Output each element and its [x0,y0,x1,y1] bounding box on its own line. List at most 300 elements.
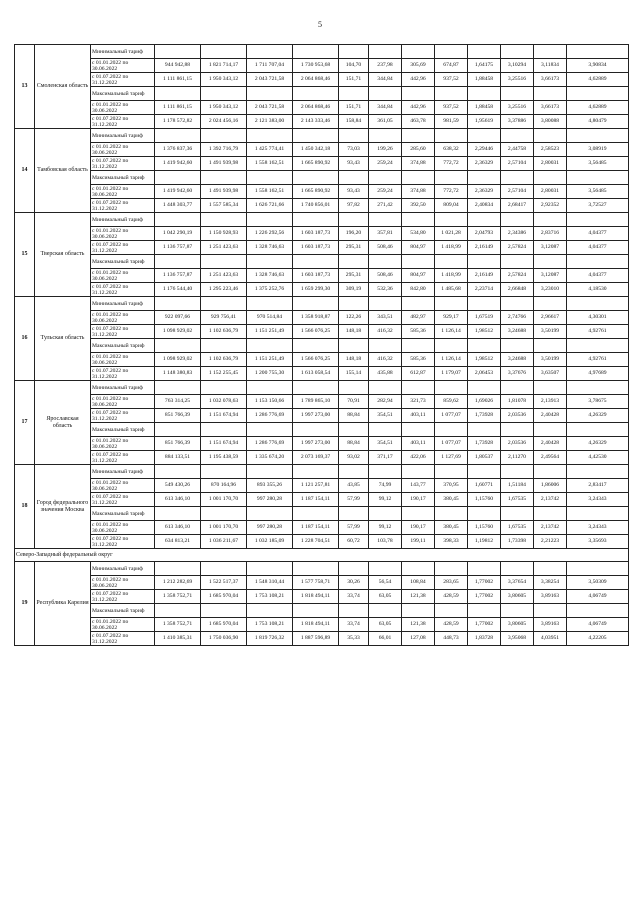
tariff-value: 3,24688 [501,325,534,339]
table-row [15,45,629,59]
tariff-value: 4,18530 [567,283,629,297]
tariff-value: 4,92761 [567,325,629,339]
tariff-value: 285,60 [402,143,435,157]
tariff-value: 1 419 942,60 [155,185,201,199]
tariff-value: 1,64175 [468,59,501,73]
period-label: Максимальный тариф [91,171,155,185]
tariff-value: 3,10294 [501,59,534,73]
period-label: с 01.07.2022 по 31.12.2022 [91,283,155,297]
table-row [15,451,629,465]
tariff-value: 66,01 [369,632,402,646]
tariff-value: 1 148 380,83 [155,367,201,381]
tariff-value: 63,05 [369,618,402,632]
tariff-value: 190,17 [402,521,435,535]
period-label: с 01.01.2022 по 30.06.2022 [91,227,155,241]
tariff-value: 1 286 776,69 [247,409,293,423]
tariff-value: 859,62 [435,395,468,409]
tariff-value: 97,82 [339,199,369,213]
tariff-value: 295,31 [339,241,369,255]
tariff-value: 1 126,14 [435,325,468,339]
tariff-value: 674,87 [435,59,468,73]
tariff-value: 1 358 918,87 [293,311,339,325]
table-row [15,143,629,157]
tariff-value: 103,78 [369,535,402,549]
tariff-value: 1,67519 [468,311,501,325]
tariff-value: 2,29446 [468,143,501,157]
tariff-value: 1,15760 [468,493,501,507]
tariff-value: 1 032 078,63 [201,395,247,409]
tariff-value: 2,58523 [534,143,567,157]
tariff-value [435,87,468,101]
tariff-value: 2,92352 [534,199,567,213]
region-number: 14 [15,129,35,213]
tariff-value [567,562,629,576]
tariff-value [339,423,369,437]
tariff-value: 3,50199 [534,353,567,367]
table-row [15,507,629,521]
tariff-value [402,562,435,576]
tariff-value: 1 328 746,63 [247,241,293,255]
region-name: Город федерального значения Москва [35,465,91,549]
tariff-value [534,297,567,311]
tariff-value: 1,73928 [468,409,501,423]
tariff-value [435,171,468,185]
tariff-value: 2,36329 [468,157,501,171]
tariff-value [534,465,567,479]
tariff-value [201,339,247,353]
table-row [15,465,629,479]
tariff-value [247,171,293,185]
tariff-value: 1,80537 [468,451,501,465]
tariff-value [435,213,468,227]
period-label: с 01.01.2022 по 30.06.2022 [91,101,155,115]
tariff-value: 2,40428 [534,409,567,423]
tariff-value [293,213,339,227]
region-number: 13 [15,45,35,129]
tariff-value [155,465,201,479]
period-label: с 01.01.2022 по 30.06.2022 [91,618,155,632]
tariff-value: 2,04793 [468,227,501,241]
tariff-value: 1 212 282,69 [155,576,201,590]
tariff-value: 3,12087 [534,241,567,255]
tariff-value: 2,40834 [468,199,501,213]
tariff-value [501,87,534,101]
tariff-value [155,45,201,59]
period-label: с 01.01.2022 по 30.06.2022 [91,59,155,73]
tariff-value: 93,02 [339,451,369,465]
period-label: с 01.01.2022 по 30.06.2022 [91,395,155,409]
tariff-value [468,255,501,269]
tariff-value [534,87,567,101]
tariff-value: 70,91 [339,395,369,409]
tariff-value [501,604,534,618]
tariff-value: 1 200 755,30 [247,367,293,381]
tariff-value: 1 887 596,89 [293,632,339,646]
tariff-value: 2 143 333,46 [293,115,339,129]
tariff-value: 3,37886 [501,115,534,129]
tariff-value [402,45,435,59]
tariff-value: 3,24688 [501,353,534,367]
tariff-value [435,45,468,59]
tariff-value [369,465,402,479]
tariff-value: 1,69026 [468,395,501,409]
tariff-value: 3,72527 [567,199,629,213]
tariff-value: 4,80479 [567,115,629,129]
tariff-value [468,562,501,576]
tariff-value [369,129,402,143]
region-number: 16 [15,297,35,381]
table-row [15,213,629,227]
tariff-value: 3,50199 [534,325,567,339]
tariff-value [435,129,468,143]
tariff-value: 43,85 [339,479,369,493]
tariff-value: 1 077,07 [435,409,468,423]
tariff-value: 2 024 456,16 [201,115,247,129]
tariff-value: 1 419 942,60 [155,157,201,171]
tariff-value: 63,05 [369,590,402,604]
tariff-value [201,87,247,101]
tariff-value: 2,66848 [501,283,534,297]
tariff-value [402,423,435,437]
region-name: Ярославская область [35,381,91,465]
tariff-value: 1 179,07 [435,367,468,381]
tariff-value [534,507,567,521]
region-number: 15 [15,213,35,297]
tariff-value: 2,03536 [501,409,534,423]
tariff-value: 1,98512 [468,353,501,367]
tariff-value: 937,52 [435,101,468,115]
table-row [15,171,629,185]
tariff-value [247,423,293,437]
tariff-value [402,381,435,395]
table-row [15,339,629,353]
tariff-value: 534,80 [402,227,435,241]
tariff-value [534,381,567,395]
tariff-value: 1 286 776,69 [247,437,293,451]
tariff-value [201,297,247,311]
tariff-value: 4,62889 [567,101,629,115]
tariff-value: 1 001 170,70 [201,521,247,535]
tariff-value [201,465,247,479]
tariff-value: 4,30301 [567,311,629,325]
tariff-value: 398,33 [435,535,468,549]
tariff-value: 1 098 929,02 [155,353,201,367]
tariff-value: 1 665 890,92 [293,157,339,171]
tariff-value: 1 603 187,73 [293,241,339,255]
tariff-value [293,465,339,479]
tariff-value: 4,04377 [567,227,629,241]
tariff-value [534,129,567,143]
table-row [15,618,629,632]
tariff-value: 772,72 [435,185,468,199]
tariff-value [339,213,369,227]
period-label: с 01.01.2022 по 30.06.2022 [91,479,155,493]
tariff-value: 2,11270 [501,451,534,465]
tariff-value: 2 043 721,58 [247,73,293,87]
tariff-value [339,562,369,576]
tariff-value: 1 557 585,34 [201,199,247,213]
tariff-value [339,129,369,143]
tariff-value: 3,80605 [501,590,534,604]
tariff-value: 1 126,14 [435,353,468,367]
tariff-table-body [15,45,629,646]
tariff-value: 1 036 211,67 [201,535,247,549]
tariff-value: 1 358 752,71 [155,618,201,632]
tariff-value [369,339,402,353]
tariff-value: 1,67535 [501,521,534,535]
tariff-value [339,45,369,59]
tariff-value: 1 001 170,70 [201,493,247,507]
tariff-value: 104,70 [339,59,369,73]
tariff-value: 122,26 [339,311,369,325]
table-row [15,479,629,493]
tariff-value: 380,45 [435,521,468,535]
tariff-value: 99,12 [369,521,402,535]
tariff-value [201,562,247,576]
table-row [15,241,629,255]
tariff-value [501,171,534,185]
table-row [15,521,629,535]
tariff-value: 2,06453 [468,367,501,381]
tariff-value: 1 566 076,25 [293,353,339,367]
tariff-value [435,255,468,269]
tariff-value: 1 485,68 [435,283,468,297]
tariff-value: 1 659 299,30 [293,283,339,297]
tariff-value [201,604,247,618]
tariff-value: 2,57104 [501,185,534,199]
table-row [15,115,629,129]
tariff-value: 3,35693 [567,535,629,549]
period-label: Максимальный тариф [91,87,155,101]
tariff-value: 2,16149 [468,269,501,283]
tariff-value [247,381,293,395]
tariff-value [402,465,435,479]
tariff-value [435,423,468,437]
tariff-value: 1,83728 [468,632,501,646]
tariff-value [293,423,339,437]
tariff-value: 1 136 757,87 [155,269,201,283]
tariff-value [339,381,369,395]
tariff-value [155,339,201,353]
tariff-value: 1,77002 [468,576,501,590]
tariff-value: 1 127,69 [435,451,468,465]
tariff-value [293,562,339,576]
tariff-value [402,171,435,185]
tariff-value: 1 950 343,12 [201,73,247,87]
tariff-value: 3,95068 [501,632,534,646]
tariff-value: 997 280,28 [247,493,293,507]
period-label: с 01.01.2022 по 30.06.2022 [91,269,155,283]
table-row [15,604,629,618]
tariff-value [468,381,501,395]
tariff-value [369,562,402,576]
tariff-value: 3,12087 [534,269,567,283]
tariff-value: 1 491 939,98 [201,157,247,171]
tariff-value [201,171,247,185]
tariff-value: 151,71 [339,101,369,115]
tariff-value [201,129,247,143]
period-label: с 01.07.2022 по 31.12.2022 [91,73,155,87]
tariff-value [247,213,293,227]
tariff-value: 970 514,84 [247,311,293,325]
tariff-value: 1 102 636,79 [201,353,247,367]
tariff-value: 1 626 721,66 [247,199,293,213]
period-label: с 01.01.2022 по 30.06.2022 [91,521,155,535]
tariff-value [567,339,629,353]
tariff-value [468,604,501,618]
tariff-value: 944 942,88 [155,59,201,73]
tariff-value: 613 346,10 [155,493,201,507]
tariff-value [155,507,201,521]
tariff-value [567,604,629,618]
tariff-value: 1 997 273,00 [293,437,339,451]
tariff-value [369,423,402,437]
tariff-value: 1 819 726,32 [247,632,293,646]
table-row [15,283,629,297]
tariff-value: 1 032 185,09 [247,535,293,549]
tariff-value: 3,63507 [534,367,567,381]
tariff-value: 3,56485 [567,185,629,199]
tariff-value [534,45,567,59]
tariff-value: 2 073 169,37 [293,451,339,465]
tariff-value: 2,57824 [501,269,534,283]
tariff-value: 4,26329 [567,437,629,451]
tariff-value: 1,98512 [468,325,501,339]
tariff-value: 1 077,07 [435,437,468,451]
tariff-value [567,171,629,185]
tariff-value [468,507,501,521]
tariff-value [567,423,629,437]
tariff-value [567,507,629,521]
table-row [15,255,629,269]
tariff-value: 1 730 953,68 [293,59,339,73]
tariff-value: 3,78675 [567,395,629,409]
tariff-value [339,339,369,353]
period-label: с 01.01.2022 по 30.06.2022 [91,353,155,367]
tariff-value [201,255,247,269]
tariff-value [567,381,629,395]
tariff-value: 2,83417 [567,479,629,493]
tariff-value: 3,66173 [534,73,567,87]
tariff-value: 4,42530 [567,451,629,465]
tariff-value: 929 756,41 [201,311,247,325]
tariff-value: 35,33 [339,632,369,646]
tariff-value [369,213,402,227]
tariff-value: 532,36 [369,283,402,297]
tariff-value: 2 043 721,58 [247,101,293,115]
tariff-value: 416,32 [369,353,402,367]
tariff-value [369,507,402,521]
tariff-value: 3,89163 [534,618,567,632]
tariff-value: 1 042 290,19 [155,227,201,241]
tariff-value: 1 098 929,02 [155,325,201,339]
table-row [15,632,629,646]
tariff-value [293,129,339,143]
tariff-value: 922 097,66 [155,311,201,325]
tariff-value: 428,59 [435,590,468,604]
tariff-value [293,255,339,269]
tariff-value: 295,31 [339,269,369,283]
tariff-value: 1 111 861,15 [155,73,201,87]
tariff-value [501,255,534,269]
tariff-value: 1,86006 [534,479,567,493]
tariff-value: 422,06 [402,451,435,465]
tariff-value [339,465,369,479]
tariff-value: 1 178 572,82 [155,115,201,129]
tariff-value [293,171,339,185]
table-row [15,157,629,171]
region-name: Тверская область [35,213,91,297]
tariff-value: 1,67535 [501,493,534,507]
tariff-value [369,604,402,618]
tariff-value: 1 566 076,25 [293,325,339,339]
tariff-value: 1,73398 [501,535,534,549]
tariff-value: 4,03951 [534,632,567,646]
period-label: Минимальный тариф [91,45,155,59]
tariff-value: 4,92761 [567,353,629,367]
tariff-value: 93,43 [339,157,369,171]
tariff-value [155,562,201,576]
tariff-value: 99,12 [369,493,402,507]
tariff-value: 1 226 292,56 [247,227,293,241]
tariff-table [14,44,629,646]
period-label: Максимальный тариф [91,423,155,437]
tariff-value [247,507,293,521]
tariff-value [468,465,501,479]
tariff-value: 1 335 674,20 [247,451,293,465]
tariff-value: 870 164,96 [201,479,247,493]
tariff-value: 88,84 [339,437,369,451]
tariff-value [567,87,629,101]
table-row [15,423,629,437]
tariff-value: 1 418,99 [435,269,468,283]
period-label: с 01.01.2022 по 30.06.2022 [91,576,155,590]
tariff-value: 1 151 674,94 [201,437,247,451]
tariff-value: 1 251 423,63 [201,269,247,283]
tariff-value: 1 789 865,10 [293,395,339,409]
tariff-value: 237,98 [369,59,402,73]
period-label: с 01.01.2022 по 30.06.2022 [91,437,155,451]
tariff-value: 851 766,39 [155,437,201,451]
tariff-value: 549 430,26 [155,479,201,493]
tariff-value: 442,96 [402,73,435,87]
tariff-value: 158,84 [339,115,369,129]
tariff-value: 1 111 861,15 [155,101,201,115]
tariff-value [567,45,629,59]
tariff-value: 196,20 [339,227,369,241]
tariff-value: 1 685 970,04 [201,618,247,632]
tariff-value: 2 121 383,00 [247,115,293,129]
period-label: Минимальный тариф [91,465,155,479]
tariff-value: 392,50 [402,199,435,213]
tariff-value [534,213,567,227]
tariff-value: 3,38254 [534,576,567,590]
tariff-value: 60,72 [339,535,369,549]
period-label: с 01.07.2022 по 31.12.2022 [91,241,155,255]
period-label: с 01.07.2022 по 31.12.2022 [91,199,155,213]
tariff-value: 343,51 [369,311,402,325]
tariff-value: 354,51 [369,437,402,451]
tariff-value: 148,18 [339,325,369,339]
tariff-value: 1 375 252,76 [247,283,293,297]
table-row [15,576,629,590]
tariff-value: 1,73928 [468,437,501,451]
table-row [15,73,629,87]
tariff-value: 448,73 [435,632,468,646]
tariff-value [435,465,468,479]
period-label: Минимальный тариф [91,213,155,227]
tariff-value [155,129,201,143]
